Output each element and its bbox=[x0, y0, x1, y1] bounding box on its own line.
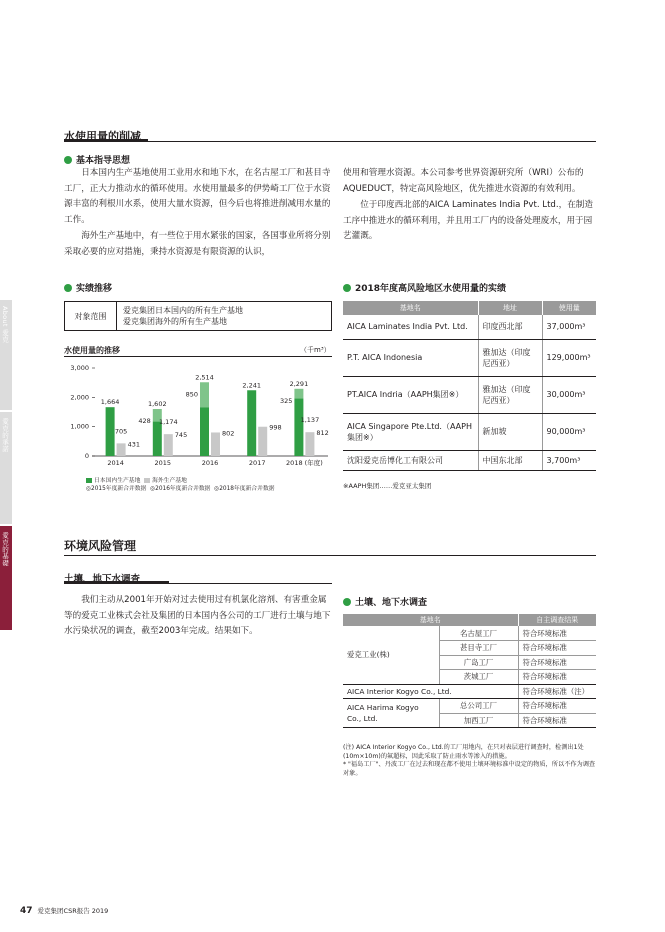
data-label: 705 bbox=[114, 427, 128, 436]
side-tab-foundation[interactable]: 愛克的基礎 bbox=[0, 526, 12, 630]
water-usage-chart bbox=[64, 358, 332, 476]
high-risk-heading: 2018年度高风险地区水使用量的实绩 bbox=[343, 281, 506, 294]
high-risk-table bbox=[343, 301, 596, 471]
bar-japan bbox=[106, 407, 115, 456]
data-label: 998 bbox=[269, 423, 282, 432]
bullet-dot-icon bbox=[343, 284, 351, 292]
paragraph-left-1: 日本国内生产基地使用工业用水和地下水，在名古屋工厂和甚目寺工厂，正大力推动水的循环使用。水使用量最多的伊势崎工厂位于水资源丰富的利根川水系，使用大量水资源，但今后也将推进削减用水量的工作。 bbox=[64, 168, 331, 225]
table-row: P.T. AICA Indonesia 雅加达（印度尼西亚） 129,000m³ bbox=[343, 339, 596, 376]
data-label: 1,137 bbox=[300, 416, 320, 425]
y-tick-label: 0 bbox=[84, 452, 89, 460]
x-tick-label: 2018 (年度) bbox=[286, 459, 323, 467]
bar-overseas bbox=[211, 432, 220, 456]
y-tick-label: 3,000 bbox=[70, 364, 89, 372]
bar-japan-new-merged bbox=[200, 382, 209, 407]
y-tick-label: 1,000 bbox=[70, 422, 89, 431]
x-tick-label: 2016 bbox=[201, 459, 219, 467]
data-label: 428 bbox=[138, 417, 151, 426]
scope-label: 对象范围 bbox=[65, 302, 117, 330]
bar-overseas bbox=[117, 443, 126, 456]
divider bbox=[64, 356, 332, 357]
bar-overseas bbox=[258, 427, 267, 456]
page-number: 47 bbox=[20, 906, 33, 916]
data-label: 2,291 bbox=[289, 379, 309, 388]
x-tick-label: 2014 bbox=[107, 459, 124, 467]
bar-japan bbox=[200, 407, 209, 456]
paragraph-left-2: 海外生产基地中，有一些位于用水紧张的国家，各国事业所将分别采取必要的应对措施，秉持水资源是有限资源的认识， bbox=[64, 231, 331, 257]
section-title-water: 水使用量的削减 bbox=[64, 130, 141, 143]
legend-swatch-japan bbox=[86, 478, 92, 483]
divider-mark bbox=[64, 581, 169, 584]
bar-japan bbox=[153, 422, 162, 456]
data-label: 431 bbox=[127, 440, 141, 449]
bullet-dot-icon bbox=[343, 598, 351, 606]
table-row: AICA Laminates India Pvt. Ltd. 印度西北部 37,000m³ bbox=[343, 315, 596, 339]
table-row: 沈阳爱克岳博化工有限公司 中国东北部 3,700m³ bbox=[343, 450, 596, 470]
table-header: 基地名 bbox=[343, 614, 518, 626]
table-row: PT.AICA Indria（AAPH集团※） 雅加达（印度尼西亚） 30,000m³ bbox=[343, 376, 596, 413]
data-label: 745 bbox=[174, 431, 188, 440]
bar-japan bbox=[247, 390, 256, 456]
scope-values: 爱克集团日本国内的所有生产基地 爱克集团海外的所有生产基地 bbox=[123, 306, 243, 326]
bar-overseas bbox=[305, 432, 314, 456]
soil-survey-table bbox=[343, 614, 596, 728]
footer-text: 爱克集团CSR报告 2019 bbox=[37, 907, 109, 915]
paragraph-right-2: 位于印度西北部的AICA Laminates India Pvt. Ltd.，在制造工序中推进水的循环利用，并且用工厂内的设备处理废水，用于园艺灌溉。 bbox=[343, 200, 593, 242]
paragraph-right-1: 使用和管理水资源。本公司参考世界资源研究所（WRI）公布的AQUEDUCT，特定高风险地区，优先推进水资源的有效利用。 bbox=[343, 168, 584, 194]
table-header: 基地名 bbox=[343, 301, 478, 315]
table-row: 茨城工厂 符合环境标准 bbox=[343, 670, 596, 685]
table-row: 爱克工业(株) 名古屋工厂 符合环境标准 bbox=[343, 626, 596, 641]
bar-overseas bbox=[164, 434, 173, 456]
data-label: 812 bbox=[316, 429, 329, 438]
bullet-dot-icon bbox=[64, 284, 72, 292]
data-label: 802 bbox=[222, 429, 235, 438]
soil-table-notes: (注) AICA Interior Kogyo Co., Ltd.的工厂用地内，在只对表层进行调查时，检测出1处(10m×10m)的氟超标，因此采取了防止雨水等渗入的措施。 * "福岛工厂"、丹波工厂在过去和现在都不使用土壤环境标准中设定的物质，所以不作为调查对象。 bbox=[343, 744, 596, 777]
divider-mark bbox=[64, 139, 148, 142]
basic-heading: 基本指导思想 bbox=[64, 153, 130, 166]
table-header: 使用量 bbox=[542, 301, 596, 315]
data-label: 1,664 bbox=[100, 398, 120, 407]
table-row: AICA Harima Kogyo Co., Ltd. 总公司工厂 符合环境标准 bbox=[343, 699, 596, 714]
bar-japan bbox=[294, 398, 303, 456]
chart-title: 水使用量的推移 bbox=[64, 346, 120, 355]
table-row: AICA Interior Kogyo Co., Ltd. 符合环境标准（注） bbox=[343, 684, 596, 699]
table-row: 加西工厂 符合环境标准 bbox=[343, 713, 596, 728]
table-header: 地址 bbox=[478, 301, 542, 315]
page-footer bbox=[20, 906, 108, 916]
x-tick-label: 2017 bbox=[248, 459, 266, 467]
side-tab-about[interactable]: About 愛克 bbox=[0, 300, 12, 410]
chart-legend: 日本国内生产基地 海外生产基地 ◎2015年度新合并数据 ◎2016年度新合并数据 ◎2018年度新合并数据 bbox=[86, 478, 275, 492]
x-tick-label: 2015 bbox=[154, 459, 172, 467]
table-row: 广岛工厂 符合环境标准 bbox=[343, 655, 596, 670]
data-label: 325 bbox=[279, 396, 293, 405]
y-tick-label: 2,000 bbox=[70, 393, 89, 402]
data-label: 2,241 bbox=[242, 381, 262, 390]
bullet-dot-icon bbox=[64, 156, 72, 164]
results-heading: 实绩推移 bbox=[64, 281, 112, 294]
subsection-title: 土壤、地下水调查 bbox=[64, 574, 141, 585]
legend-swatch-overseas bbox=[144, 478, 150, 483]
data-label: 850 bbox=[185, 390, 198, 399]
side-tab-commitment[interactable]: 愛克的承諾 bbox=[0, 412, 12, 524]
chart-unit: （千m³） bbox=[300, 346, 331, 354]
table-row: 甚目寺工厂 符合环境标准 bbox=[343, 641, 596, 656]
soil-table-heading: 土壤、地下水调查 bbox=[343, 595, 427, 608]
bar-japan-new-merged bbox=[294, 389, 303, 399]
divider bbox=[64, 555, 596, 556]
table-header: 自主调查结果 bbox=[518, 614, 596, 626]
table-row: AICA Singapore Pte.Ltd.（AAPH集团※） 新加坡 90,000m³ bbox=[343, 413, 596, 450]
scope-box bbox=[64, 301, 332, 331]
paragraph-soil: 我们主动从2001年开始对过去使用过有机氯化溶剂、有害重金属等的爱克工业株式会社及集团的日本国内各公司的工厂进行土壤与地下水污染状况的调查，截至2003年完成。结果如下。 bbox=[64, 595, 331, 637]
table-note: ※AAPH集团……爱克亚太集团 bbox=[343, 482, 432, 490]
data-label: 2,514 bbox=[195, 373, 214, 382]
section-title-risk: 环境风险管理 bbox=[64, 539, 137, 553]
data-label: 1,174 bbox=[158, 418, 178, 427]
data-label: 1,602 bbox=[147, 400, 167, 409]
